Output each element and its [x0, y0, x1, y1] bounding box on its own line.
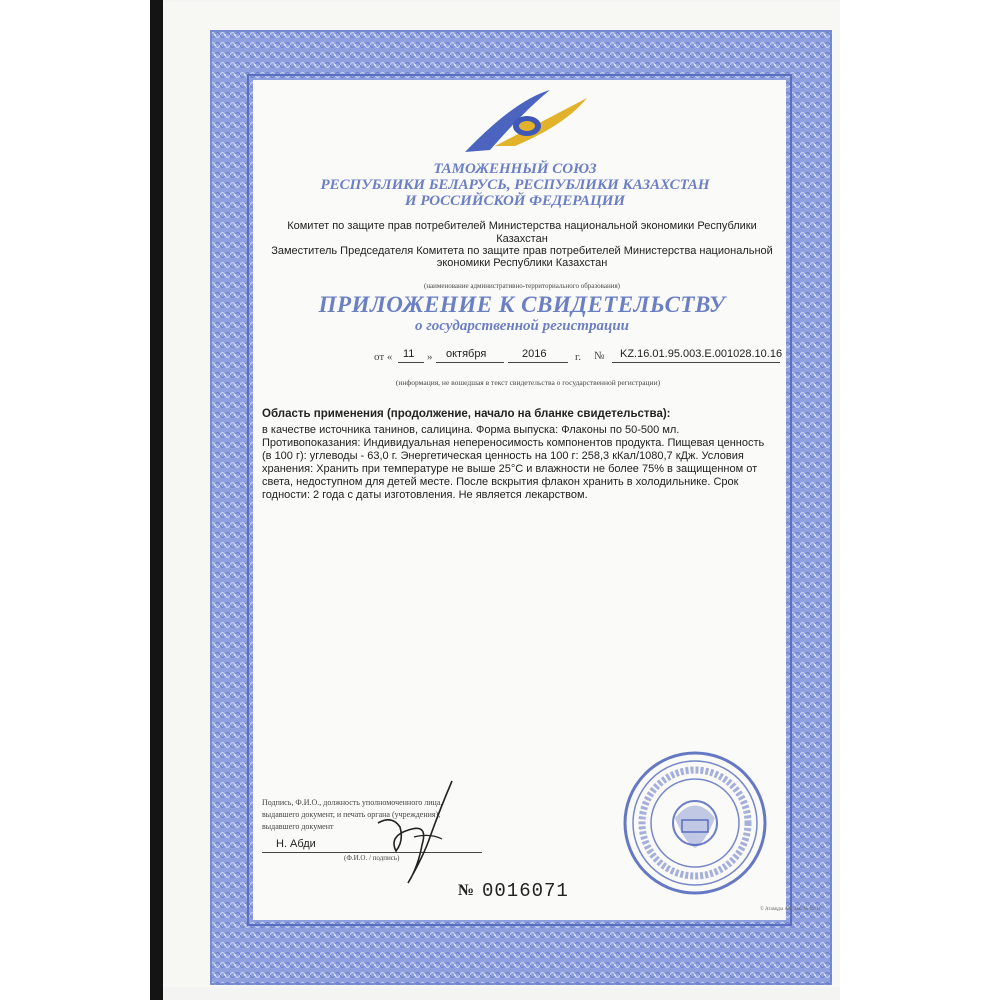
- registration-number-sign: №: [594, 350, 605, 362]
- union-title-line-2: РЕСПУБЛИКИ БЕЛАРУСЬ, РЕСПУБЛИКИ КАЗАХСТАН: [320, 177, 710, 193]
- authority-line-4: экономики Республики Казахстан: [436, 257, 608, 269]
- date-line-caption: (информация, не вошедшая в текст свидетельства о государственной регистрации): [395, 378, 661, 387]
- date-year: 2016: [522, 348, 547, 360]
- date-year-underline: [508, 362, 568, 363]
- document-subtitle: о государственной регистрации: [414, 318, 630, 334]
- date-year-suffix: г.: [575, 351, 582, 363]
- body-line: в качестве источника танинов, салицина. Форма выпуска: Флаконы по 50-500 мл.: [262, 424, 680, 436]
- eurasian-union-emblem-icon: [455, 80, 595, 160]
- authority-line-1: Комитет по защите прав потребителей Министерства национальной экономики Республики: [287, 220, 757, 232]
- signatory-name: Н. Абди: [276, 838, 316, 850]
- union-title-line-1: ТАМОЖЕННЫЙ СОЮЗ: [433, 161, 597, 177]
- scan-edge-strip: [150, 0, 163, 1000]
- signatory-name-caption: (Ф.И.О. / подпись): [344, 854, 400, 862]
- date-day-underline: [398, 362, 424, 363]
- registration-number-underline: [612, 362, 780, 363]
- date-prefix: от «: [374, 351, 393, 363]
- body-heading: Область применения (продолжение, начало на бланке свидетельства):: [262, 408, 671, 420]
- body-line: годности: 2 года с даты изготовления. Не является лекарством.: [262, 489, 588, 501]
- serial-number-sign: №: [458, 882, 475, 899]
- date-month-underline: [436, 362, 504, 363]
- signature-caption-line-3: выдавшего документ: [262, 822, 334, 831]
- signature-caption-line-1: Подпись, Ф.И.О., должность уполномоченного лица,: [262, 798, 443, 807]
- date-month: октября: [446, 348, 487, 360]
- union-title-line-3: И РОССИЙСКОЙ ФЕДЕРАЦИИ: [404, 193, 626, 209]
- body-line: света, недоступном для детей месте. После вскрытия флакон хранить в холодильнике. Срок: [262, 476, 739, 488]
- registration-number: KZ.16.01.95.003.E.001028.10.16: [620, 348, 783, 360]
- signature-caption-line-2: выдавшего документ, и печать органа (учреждения),: [262, 810, 441, 819]
- serial-number: 0016071: [482, 880, 569, 902]
- printer-note: © Атамұра АҚ, Зак. № 12/11: [760, 907, 821, 912]
- authority-line-2: Казахстан: [496, 233, 548, 245]
- date-day: 11: [403, 348, 415, 360]
- official-round-stamp-icon: [620, 748, 770, 898]
- handwritten-signature-icon: [370, 775, 470, 895]
- authority-caption: (наименование административно-территориального образования): [423, 282, 620, 290]
- date-day-close: »: [427, 351, 433, 363]
- body-line: Противопоказания: Индивидуальная непереносимость компонентов продукта. Пищевая ценность: [262, 437, 765, 449]
- authority-line-3: Заместитель Председателя Комитета по защите прав потребителей Министерства национальной: [271, 245, 773, 257]
- body-line: (в 100 г): углеводы - 63,0 г. Энергетическая ценность на 100 г: 258,3 кКал/1080,7 кДж. Условия: [262, 450, 744, 462]
- body-line: хранения: Хранить при температуре не выше 25°С и влажности не более 75% в защищенном от: [262, 463, 758, 475]
- document-title: ПРИЛОЖЕНИЕ К СВИДЕТЕЛЬСТВУ: [318, 292, 726, 317]
